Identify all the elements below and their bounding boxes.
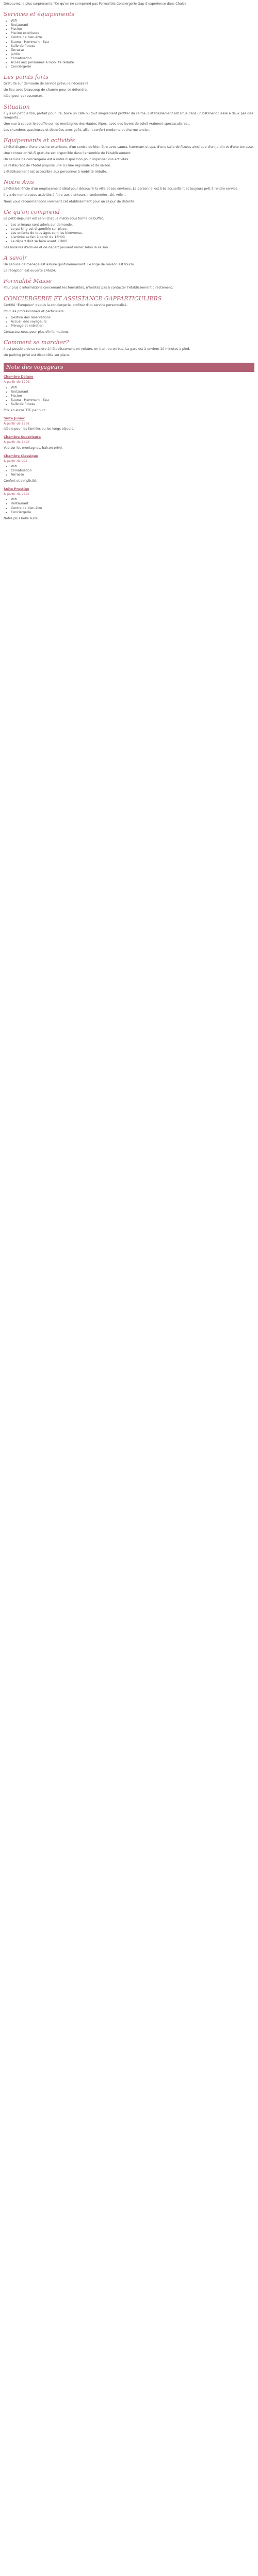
room-feature-list bbox=[4, 465, 254, 477]
amenities-p3: Un service de conciergerie est à votre disposition pour organiser vos activités. bbox=[4, 158, 130, 162]
service-item: • Wifi bbox=[11, 19, 254, 23]
room-link[interactable]: Suite Prestige bbox=[4, 487, 29, 492]
about-p1: L'hôtel bénéficie d'un emplacement idéal pour découvrir la ville et ses environs. Le personnel est très accueillant et toujours prêt à rendre service. bbox=[4, 187, 239, 191]
concierge-p1: Certifié "Européen" depuis la conciergerie, profitez d'un service personnalisé. bbox=[4, 303, 128, 307]
room-price: À partir de 149€ bbox=[4, 440, 30, 445]
room-feature: • Conciergerie bbox=[11, 511, 254, 515]
room-desc: Confort et simplicité. bbox=[4, 479, 37, 483]
nearby-p1: Pour plus d'informations concernant les formalités, n'hésitez pas à contacter l'établissement directement. bbox=[4, 286, 173, 290]
room-title bbox=[4, 487, 254, 492]
amenities-p5: L'établissement est accessible aux personnes à mobilité réduite. bbox=[4, 170, 107, 174]
service-item: • Restaurant bbox=[11, 23, 254, 27]
room-card bbox=[4, 435, 254, 450]
room-feature: • Piscine bbox=[11, 394, 254, 398]
intro-text: Découvrez la plus surprenante "Ce qu'on ne comprend pas Formalités Conciergerie Gap d'expérience dans Chaise bbox=[4, 2, 186, 6]
room-card bbox=[4, 487, 254, 521]
concierge-title: CONCIERGERIE ET ASSISTANCE GAPPARTICULIERS bbox=[4, 295, 162, 302]
room-feature: • Restaurant bbox=[11, 390, 254, 394]
room-link[interactable]: Chambre Supérieure bbox=[4, 435, 41, 439]
service-item: • Conciergerie bbox=[11, 65, 254, 69]
concierge-p2: Pour les professionnels et particuliers... bbox=[4, 309, 67, 313]
situation-p2: Une vue à couper le souffle sur les montagnes des Hautes-Alpes, avec des levers de soleil vraiment spectaculaires... bbox=[4, 122, 190, 126]
service-item: • Centre de bien-être bbox=[11, 36, 254, 40]
clean-p2: La réception est ouverte 24h/24. bbox=[4, 269, 56, 273]
service-item: • Terrasse bbox=[11, 48, 254, 53]
room-feature: • Terrasse bbox=[11, 473, 254, 477]
about-p2: Il y a de nombreuses activités à faire aux alentours : randonnées, ski, vélo... bbox=[4, 193, 126, 197]
room-feature: • Wifi bbox=[11, 386, 254, 390]
room-feature: • Salle de fitness bbox=[11, 402, 254, 406]
amenities-title: Equipements et activités bbox=[4, 137, 75, 144]
service-item: • Accès aux personnes à mobilité réduite bbox=[11, 61, 254, 65]
room-link[interactable]: Chambre Classique bbox=[4, 454, 38, 458]
service-item: • Sauna - Hammam - Spa bbox=[11, 40, 254, 44]
room-feature: • Centre de bien-être bbox=[11, 506, 254, 511]
room-feature: • Sauna - Hammam - Spa bbox=[11, 398, 254, 402]
highlights-title: Les points forts bbox=[4, 74, 49, 81]
highlights-p2: Un lieu avec beaucoup de charme pour se détendre. bbox=[4, 88, 88, 92]
room-desc: Prix en euros TTC par nuit. bbox=[4, 408, 46, 412]
room-card bbox=[4, 417, 254, 431]
services-title: Services et équipements bbox=[4, 11, 75, 18]
room-price: À partir de 99€ bbox=[4, 459, 28, 463]
highlights-p3: Idéal pour se ressourcer. bbox=[4, 94, 43, 98]
room-desc: Idéale pour les familles ou les longs séjours. bbox=[4, 427, 74, 431]
amenities-p2: Une connexion Wi-Fi gratuite est disponible dans l'ensemble de l'établissement. bbox=[4, 151, 132, 155]
concierge-p3: Contactez-nous pour plus d'informations. bbox=[4, 330, 70, 334]
room-title bbox=[4, 375, 254, 379]
situation-p3: Les chambres spacieuses et décorées avec goût, alliant confort moderne et charme ancien. bbox=[4, 128, 151, 132]
practical-p1: Le petit-déjeuner est servi chaque matin sous forme de buffet. bbox=[4, 216, 104, 221]
service-item: • Salle de fitness bbox=[11, 44, 254, 48]
services-list bbox=[4, 19, 254, 69]
situation-title: Situation bbox=[4, 103, 30, 110]
room-feature-list bbox=[4, 386, 254, 406]
nearby-title: Formalité Masse bbox=[4, 278, 52, 285]
practical-item: • Les enfants de tous âges sont les bienvenus. bbox=[11, 231, 254, 235]
room-feature: • Wifi bbox=[11, 498, 254, 502]
service-item: • Piscine extérieure bbox=[11, 31, 254, 36]
room-title bbox=[4, 454, 254, 459]
about-p3: Nous vous recommandons vivement cet établissement pour un séjour de détente. bbox=[4, 199, 136, 204]
amenities-p4: Le restaurant de l'hôtel propose une cuisine régionale et de saison. bbox=[4, 164, 111, 168]
sidebar-title: Note des voyageurs bbox=[4, 363, 254, 372]
situation-p1: Il y a un petit jardin, parfait pour lire, boire un café ou tout simplement profiter du calme. L'établissement est situé dans un bâtiment classé à deux pas des remparts... bbox=[4, 111, 253, 120]
room-price: À partir de 179€ bbox=[4, 422, 30, 426]
room-desc: Notre plus belle suite. bbox=[4, 516, 39, 520]
contact-p1: Il est possible de se rendre à l'établissement en voiture, en train ou en bus. La gare est à environ 10 minutes à pied. bbox=[4, 347, 190, 351]
amenities-p1: L'hôtel dispose d'une piscine extérieure, d'un centre de bien-être avec sauna, hammam et spa, d'une salle de fitness ainsi que d'un jardin et d'une terrasse. bbox=[4, 145, 254, 149]
clean-title: A savoir bbox=[4, 255, 27, 262]
concierge-item: • Accueil des voyageurs bbox=[11, 320, 254, 324]
about-title: Notre Avis bbox=[4, 179, 34, 186]
room-title bbox=[4, 417, 254, 421]
page bbox=[0, 0, 258, 521]
room-card bbox=[4, 375, 254, 413]
contact-title: Comment se marcher? bbox=[4, 339, 69, 346]
service-item: • Climatisation bbox=[11, 57, 254, 61]
concierge-list bbox=[4, 316, 254, 328]
service-item: • Jardin bbox=[11, 53, 254, 57]
service-item: • Piscine bbox=[11, 27, 254, 31]
practical-item: • L'arrivée se fait à partir de 15h00. bbox=[11, 235, 254, 240]
highlights-p1: Gratuite sur demande de service prévu le nécessaire... bbox=[4, 82, 92, 86]
room-price: À partir de 249€ bbox=[4, 493, 30, 497]
room-link[interactable]: Chambre Deluxe bbox=[4, 375, 34, 379]
practical-title: Ce qu'on comprend bbox=[4, 208, 60, 215]
room-feature: • Climatisation bbox=[11, 469, 254, 473]
concierge-item: • Ménage et entretien bbox=[11, 324, 254, 328]
room-title bbox=[4, 435, 254, 439]
concierge-item: • Gestion des réservations bbox=[11, 316, 254, 320]
practical-item: • Les animaux sont admis sur demande. bbox=[11, 223, 254, 227]
contact-p2: Un parking privé est disponible sur place. bbox=[4, 353, 70, 358]
practical-item: • Le départ doit se faire avant 11h00. bbox=[11, 240, 254, 244]
practical-item: • Le parking est disponible sur place. bbox=[11, 227, 254, 231]
practical-p2: Les horaires d'arrivée et de départ peuvent varier selon la saison. bbox=[4, 246, 109, 250]
room-feature: • Wifi bbox=[11, 465, 254, 469]
room-feature: • Restaurant bbox=[11, 502, 254, 506]
clean-p1: Un service de ménage est assuré quotidiennement. Le linge de maison est fourni. bbox=[4, 263, 135, 267]
room-feature-list bbox=[4, 498, 254, 514]
room-card bbox=[4, 454, 254, 484]
room-price: À partir de 129€ bbox=[4, 380, 30, 384]
room-link[interactable]: Suite Junior bbox=[4, 417, 25, 421]
practical-list bbox=[4, 223, 254, 244]
room-desc: Vue sur les montagnes, balcon privé. bbox=[4, 446, 63, 450]
